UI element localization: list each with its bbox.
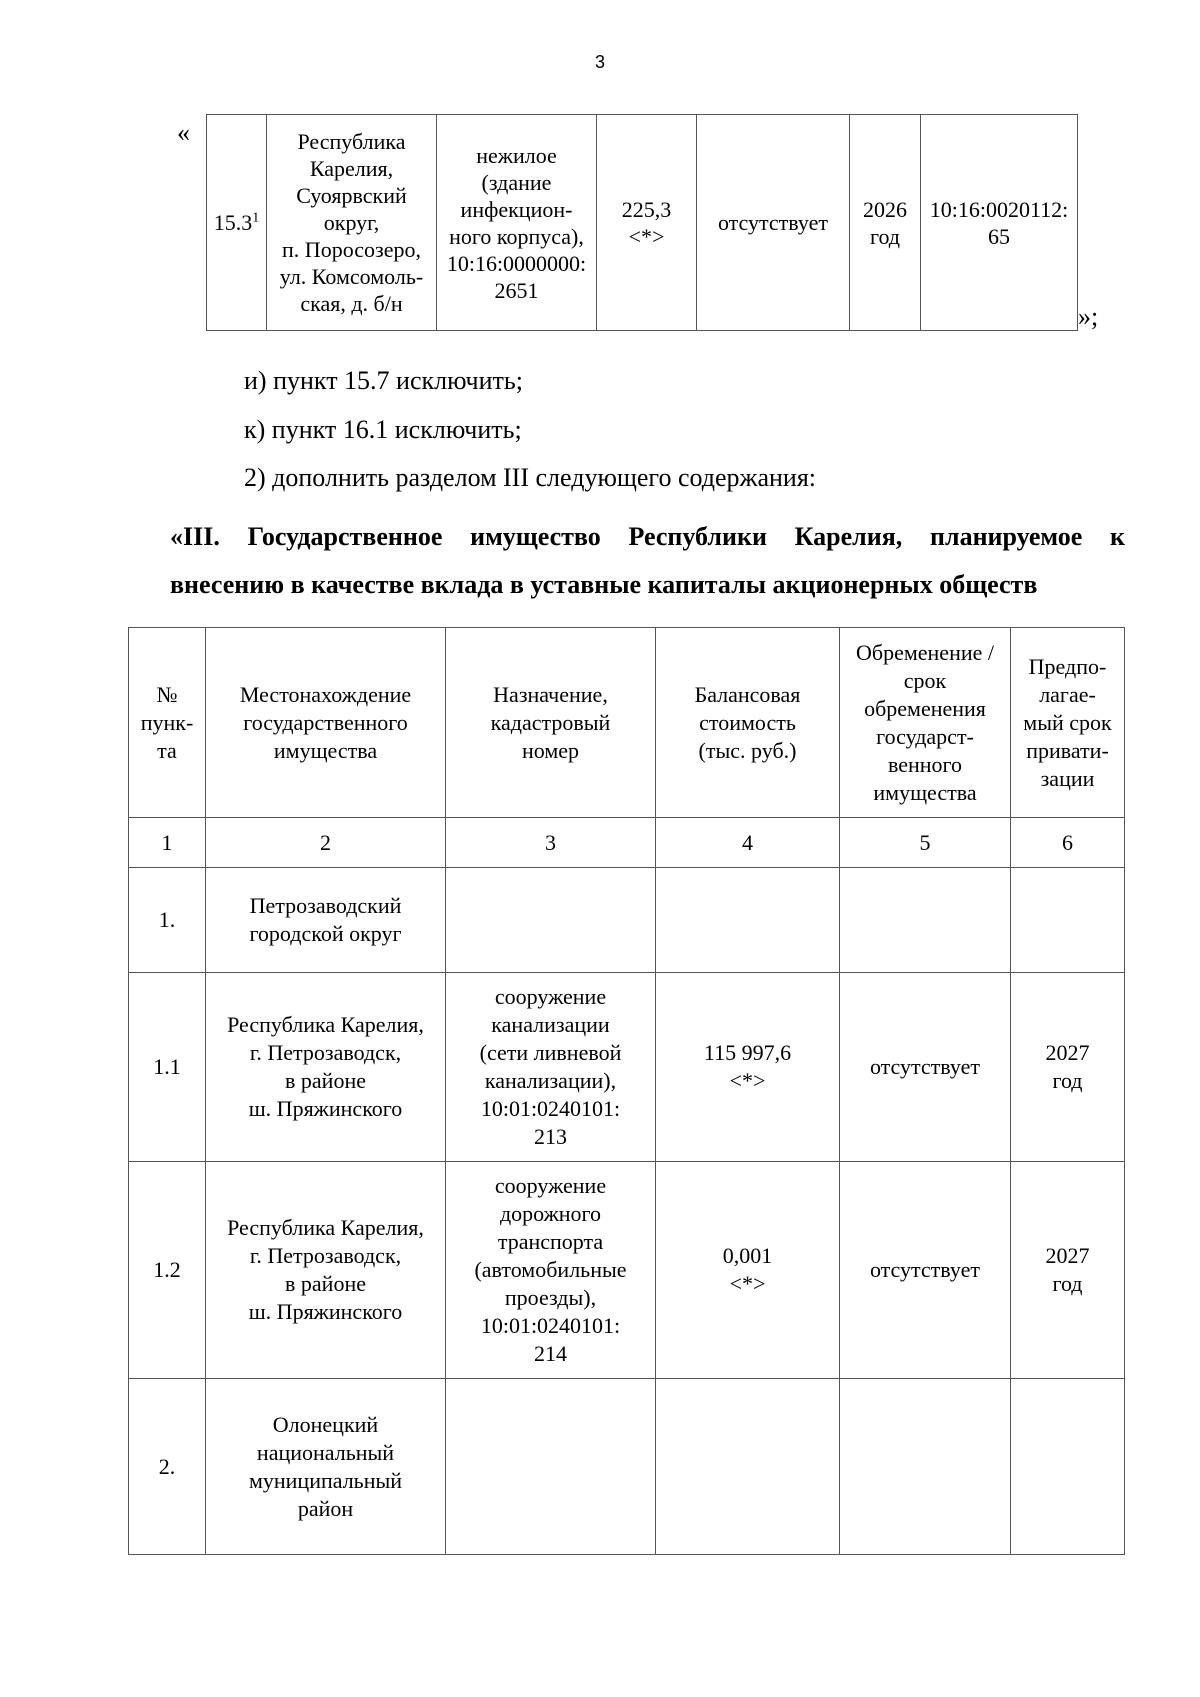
encumbrance-cell: отсутствует: [697, 115, 850, 331]
table-row: [129, 868, 1125, 973]
row-number: 2.: [129, 1379, 206, 1555]
row-number: 1.: [129, 868, 206, 973]
table-row: [129, 973, 1125, 1162]
section-heading-line-2: внесению в качестве вклада в уставные капиталы акционерных обществ: [170, 570, 1038, 599]
row-location: Олонецкий национальный муниципальный район: [206, 1379, 446, 1555]
row-term: 2027 год: [1011, 1162, 1125, 1379]
value-cell: 225,3 <*>: [597, 115, 697, 331]
page-number: 3: [594, 52, 605, 72]
column-number: 6: [1011, 818, 1125, 868]
row-encumbrance: [840, 1379, 1011, 1555]
row-number: 1.2: [129, 1162, 206, 1379]
property-table: [128, 627, 1125, 1555]
item-number-superscript: 1: [252, 210, 260, 226]
row-purpose: сооружение канализации (сети ливневой канализации), 10:01:0240101: 213: [446, 973, 656, 1162]
column-number: 5: [840, 818, 1011, 868]
open-quote: «: [177, 118, 190, 147]
row-location: Республика Карелия, г. Петрозаводск, в районе ш. Пряжинского: [206, 973, 446, 1162]
header-balance-value: Балансовая стоимость (тыс. руб.): [656, 628, 840, 818]
row-value: 115 997,6 <*>: [656, 973, 840, 1162]
row-number: 1.1: [129, 973, 206, 1162]
column-number: 3: [446, 818, 656, 868]
row-value: 0,001 <*>: [656, 1162, 840, 1379]
paragraph-add-section: 2) дополнить разделом III следующего содержания:: [244, 463, 817, 492]
header-encumbrance: Обременение / срок обременения государст- венного имущества: [840, 628, 1011, 818]
table-row: [129, 1162, 1125, 1379]
close-quote: »;: [1078, 302, 1099, 331]
column-number: 1: [129, 818, 206, 868]
table-row: [129, 1379, 1125, 1555]
column-number-row: [129, 818, 1125, 868]
row-purpose: [446, 868, 656, 973]
header-location: Местонахождение государственного имущества: [206, 628, 446, 818]
row-encumbrance: отсутствует: [840, 973, 1011, 1162]
row-term: [1011, 868, 1125, 973]
row-encumbrance: отсутствует: [840, 1162, 1011, 1379]
header-item-number: № пунк- та: [129, 628, 206, 818]
row-location: Республика Карелия, г. Петрозаводск, в районе ш. Пряжинского: [206, 1162, 446, 1379]
column-number: 4: [656, 818, 840, 868]
row-purpose: сооружение дорожного транспорта (автомобильные проезды), 10:01:0240101: 214: [446, 1162, 656, 1379]
year-cell: 2026 год: [850, 115, 921, 331]
paragraph-item-k: к) пункт 16.1 исключить;: [244, 415, 522, 444]
row-term: [1011, 1379, 1125, 1555]
amendment-row-table: [206, 114, 1078, 331]
row-purpose: [446, 1379, 656, 1555]
row-location: Петрозаводский городской округ: [206, 868, 446, 973]
table-header-row: [129, 628, 1125, 818]
header-privatization-term: Предпо- лагае- мый срок привати- зации: [1011, 628, 1125, 818]
cadastral-cell: 10:16:0020112: 65: [921, 115, 1078, 331]
paragraph-item-i: и) пункт 15.7 исключить;: [244, 366, 523, 395]
row-value: [656, 1379, 840, 1555]
column-number: 2: [206, 818, 446, 868]
purpose-cell: нежилое (здание инфекцион- ного корпуса), 10:16:0000000: 2651: [437, 115, 597, 331]
table-row: [207, 115, 1078, 331]
item-number-cell: 15.3$^1$: [207, 115, 267, 331]
header-purpose: Назначение, кадастровый номер: [446, 628, 656, 818]
row-term: 2027 год: [1011, 973, 1125, 1162]
row-encumbrance: [840, 868, 1011, 973]
location-cell: Республика Карелия, Суоярвский округ, п. Поросозеро, ул. Комсомоль- ская, д. б/н: [267, 115, 437, 331]
row-value: [656, 868, 840, 973]
section-heading-line-1: «III. Государственное имущество Республики Карелия, планируемое к: [170, 522, 1125, 551]
